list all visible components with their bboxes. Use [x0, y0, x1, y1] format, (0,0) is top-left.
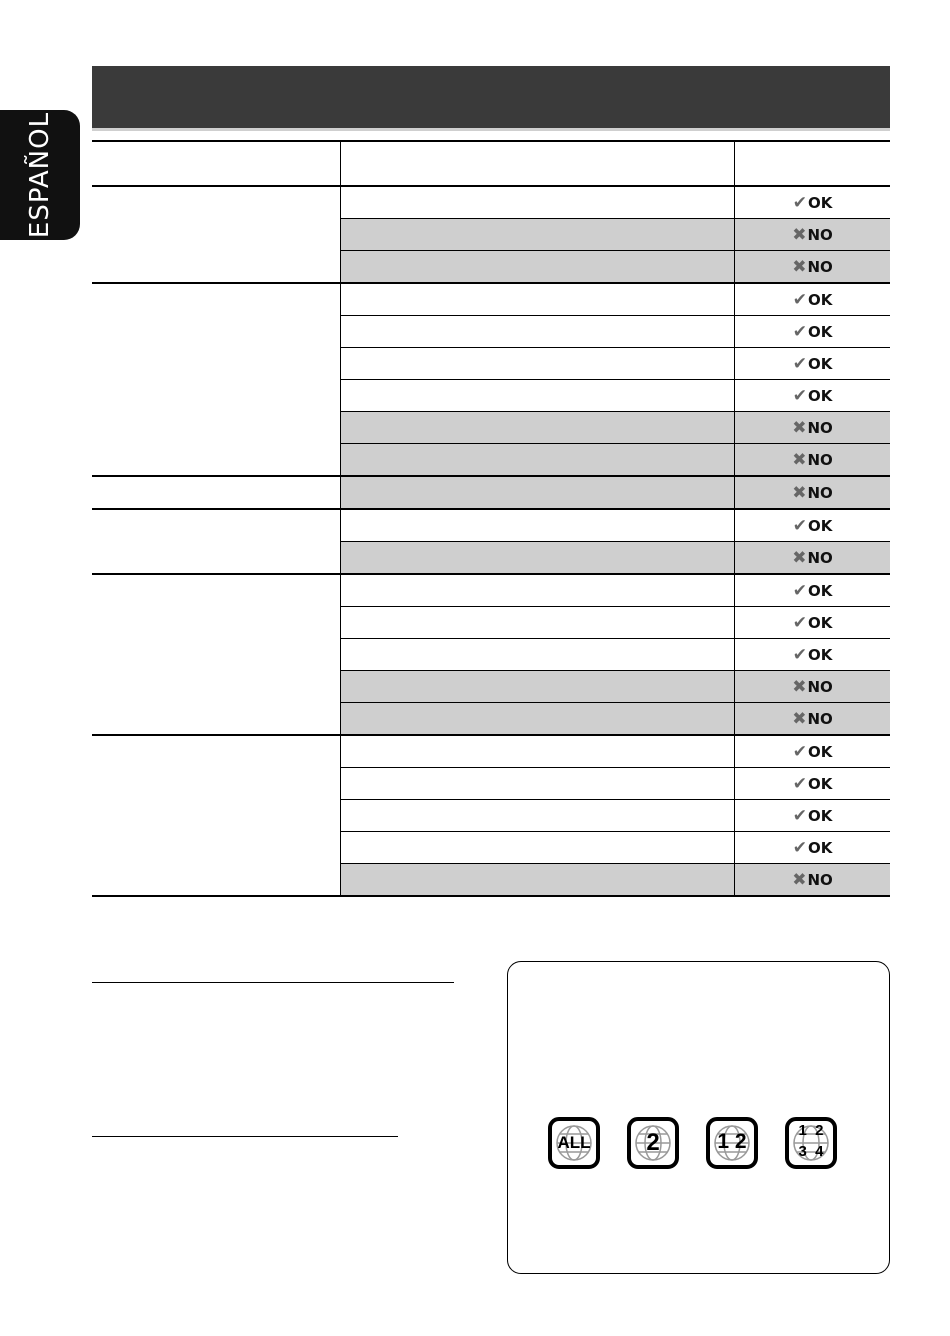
cross-icon: ✖: [792, 224, 807, 245]
status-label: NO: [807, 870, 833, 889]
header-cell-playable: [735, 142, 890, 185]
region-badge-2: [627, 1117, 679, 1169]
group-rows: [341, 187, 890, 282]
region-badge-3-4-label-bottom: 3 4: [798, 1143, 824, 1160]
checkmark-icon: ✔: [792, 385, 807, 406]
region-badge-all: [548, 1117, 600, 1169]
cross-icon: ✖: [792, 869, 807, 890]
status-no: [735, 703, 890, 734]
region-badge-1-2-label-top: 1 2: [798, 1122, 824, 1139]
format-cell: [341, 477, 735, 508]
region-badge-1-2-label: 1 2: [717, 1130, 747, 1153]
group-rows: [341, 284, 890, 475]
table-row: [341, 702, 890, 734]
cross-icon: ✖: [792, 417, 807, 438]
checkmark-icon: ✔: [792, 515, 807, 536]
status-label: OK: [807, 613, 833, 632]
format-cell: [341, 251, 735, 282]
format-cell: [341, 736, 735, 767]
group-label-cell: [92, 477, 341, 508]
table-row: [341, 187, 890, 218]
checkmark-icon: ✔: [792, 773, 807, 794]
format-cell: [341, 703, 735, 734]
format-cell: [341, 316, 735, 347]
format-cell: [341, 380, 735, 411]
format-cell: [341, 542, 735, 573]
table-group: [92, 736, 890, 897]
cross-icon: ✖: [792, 676, 807, 697]
cross-icon: ✖: [792, 708, 807, 729]
status-ok: [735, 575, 890, 606]
status-no: [735, 477, 890, 508]
table-row: [341, 315, 890, 347]
status-ok: [735, 510, 890, 541]
status-no: [735, 542, 890, 573]
cross-icon: ✖: [792, 449, 807, 470]
group-label-cell: [92, 510, 341, 573]
status-no: [735, 219, 890, 250]
table-header-row: [92, 140, 890, 187]
checkmark-icon: ✔: [792, 353, 807, 374]
table-row: [341, 863, 890, 895]
checkmark-icon: ✔: [792, 289, 807, 310]
format-cell: [341, 284, 735, 315]
status-label: OK: [807, 516, 833, 535]
status-ok: [735, 284, 890, 315]
table-row: [341, 638, 890, 670]
status-ok: [735, 607, 890, 638]
group-label-cell: [92, 575, 341, 734]
format-cell: [341, 639, 735, 670]
table-row: [341, 799, 890, 831]
checkmark-icon: ✔: [792, 805, 807, 826]
status-ok: [735, 316, 890, 347]
table-row: [341, 347, 890, 379]
table-row: [341, 443, 890, 475]
format-cell: [341, 800, 735, 831]
format-cell: [341, 671, 735, 702]
format-cell: [341, 412, 735, 443]
language-tab-label: ESPAÑOL: [25, 111, 55, 239]
region-badge-1-2-3-4: [785, 1117, 837, 1169]
cross-icon: ✖: [792, 256, 807, 277]
status-no: [735, 444, 890, 475]
status-label: OK: [807, 322, 833, 341]
table-group: [92, 187, 890, 284]
format-cell: [341, 575, 735, 606]
group-label-cell: [92, 284, 341, 475]
region-badge-1-2: [706, 1117, 758, 1169]
table-group: [92, 510, 890, 575]
format-cell: [341, 187, 735, 218]
status-ok: [735, 380, 890, 411]
status-label: NO: [807, 225, 833, 244]
status-no: [735, 412, 890, 443]
table-row: [341, 477, 890, 508]
checkmark-icon: ✔: [792, 741, 807, 762]
region-badge-all-label: ALL: [557, 1133, 591, 1152]
format-cell: [341, 219, 735, 250]
table-row: [341, 411, 890, 443]
table-row: [341, 379, 890, 411]
status-label: OK: [807, 290, 833, 309]
format-cell: [341, 348, 735, 379]
group-rows: [341, 575, 890, 734]
status-label: OK: [807, 645, 833, 664]
table-row: [341, 575, 890, 606]
status-ok: [735, 832, 890, 863]
compatibility-table: [92, 140, 890, 897]
cross-icon: ✖: [792, 547, 807, 568]
checkmark-icon: ✔: [792, 612, 807, 633]
table-row: [341, 670, 890, 702]
status-label: OK: [807, 774, 833, 793]
checkmark-icon: ✔: [792, 321, 807, 342]
status-no: [735, 671, 890, 702]
header-cell-disc-type: [92, 142, 341, 185]
table-group: [92, 284, 890, 477]
checkmark-icon: ✔: [792, 192, 807, 213]
status-ok: [735, 768, 890, 799]
group-rows: [341, 510, 890, 573]
group-label-cell: [92, 736, 341, 895]
table-row: [341, 831, 890, 863]
status-ok: [735, 187, 890, 218]
status-ok: [735, 348, 890, 379]
header-cell-format: [341, 142, 735, 185]
status-ok: [735, 639, 890, 670]
status-no: [735, 864, 890, 895]
region-code-panel: [507, 961, 890, 1274]
table-row: [341, 606, 890, 638]
table-row: [341, 541, 890, 573]
language-side-tab: [0, 110, 80, 240]
status-label: NO: [807, 548, 833, 567]
section-rule-1: [92, 982, 454, 983]
status-label: OK: [807, 806, 833, 825]
checkmark-icon: ✔: [792, 580, 807, 601]
status-label: NO: [807, 450, 833, 469]
table-row: [341, 767, 890, 799]
format-cell: [341, 768, 735, 799]
format-cell: [341, 832, 735, 863]
format-cell: [341, 607, 735, 638]
status-label: OK: [807, 838, 833, 857]
table-row: [341, 218, 890, 250]
region-badge-2-label: 2: [646, 1129, 660, 1156]
table-group: [92, 575, 890, 736]
status-no: [735, 251, 890, 282]
table-row: [341, 510, 890, 541]
table-row: [341, 250, 890, 282]
status-label: OK: [807, 386, 833, 405]
group-label-cell: [92, 187, 341, 282]
status-ok: [735, 736, 890, 767]
format-cell: [341, 864, 735, 895]
status-label: OK: [807, 354, 833, 373]
format-cell: [341, 444, 735, 475]
status-label: NO: [807, 418, 833, 437]
status-label: OK: [807, 581, 833, 600]
section-rule-2: [92, 1136, 398, 1137]
status-label: OK: [807, 193, 833, 212]
group-rows: [341, 477, 890, 508]
status-label: NO: [807, 257, 833, 276]
table-group: [92, 477, 890, 510]
status-label: NO: [807, 483, 833, 502]
status-ok: [735, 800, 890, 831]
table-row: [341, 736, 890, 767]
checkmark-icon: ✔: [792, 644, 807, 665]
cross-icon: ✖: [792, 482, 807, 503]
table-row: [341, 284, 890, 315]
checkmark-icon: ✔: [792, 837, 807, 858]
format-cell: [341, 510, 735, 541]
group-rows: [341, 736, 890, 895]
status-label: OK: [807, 742, 833, 761]
section-header-bar: [92, 66, 890, 131]
status-label: NO: [807, 677, 833, 696]
status-label: NO: [807, 709, 833, 728]
table-body: [92, 187, 890, 897]
